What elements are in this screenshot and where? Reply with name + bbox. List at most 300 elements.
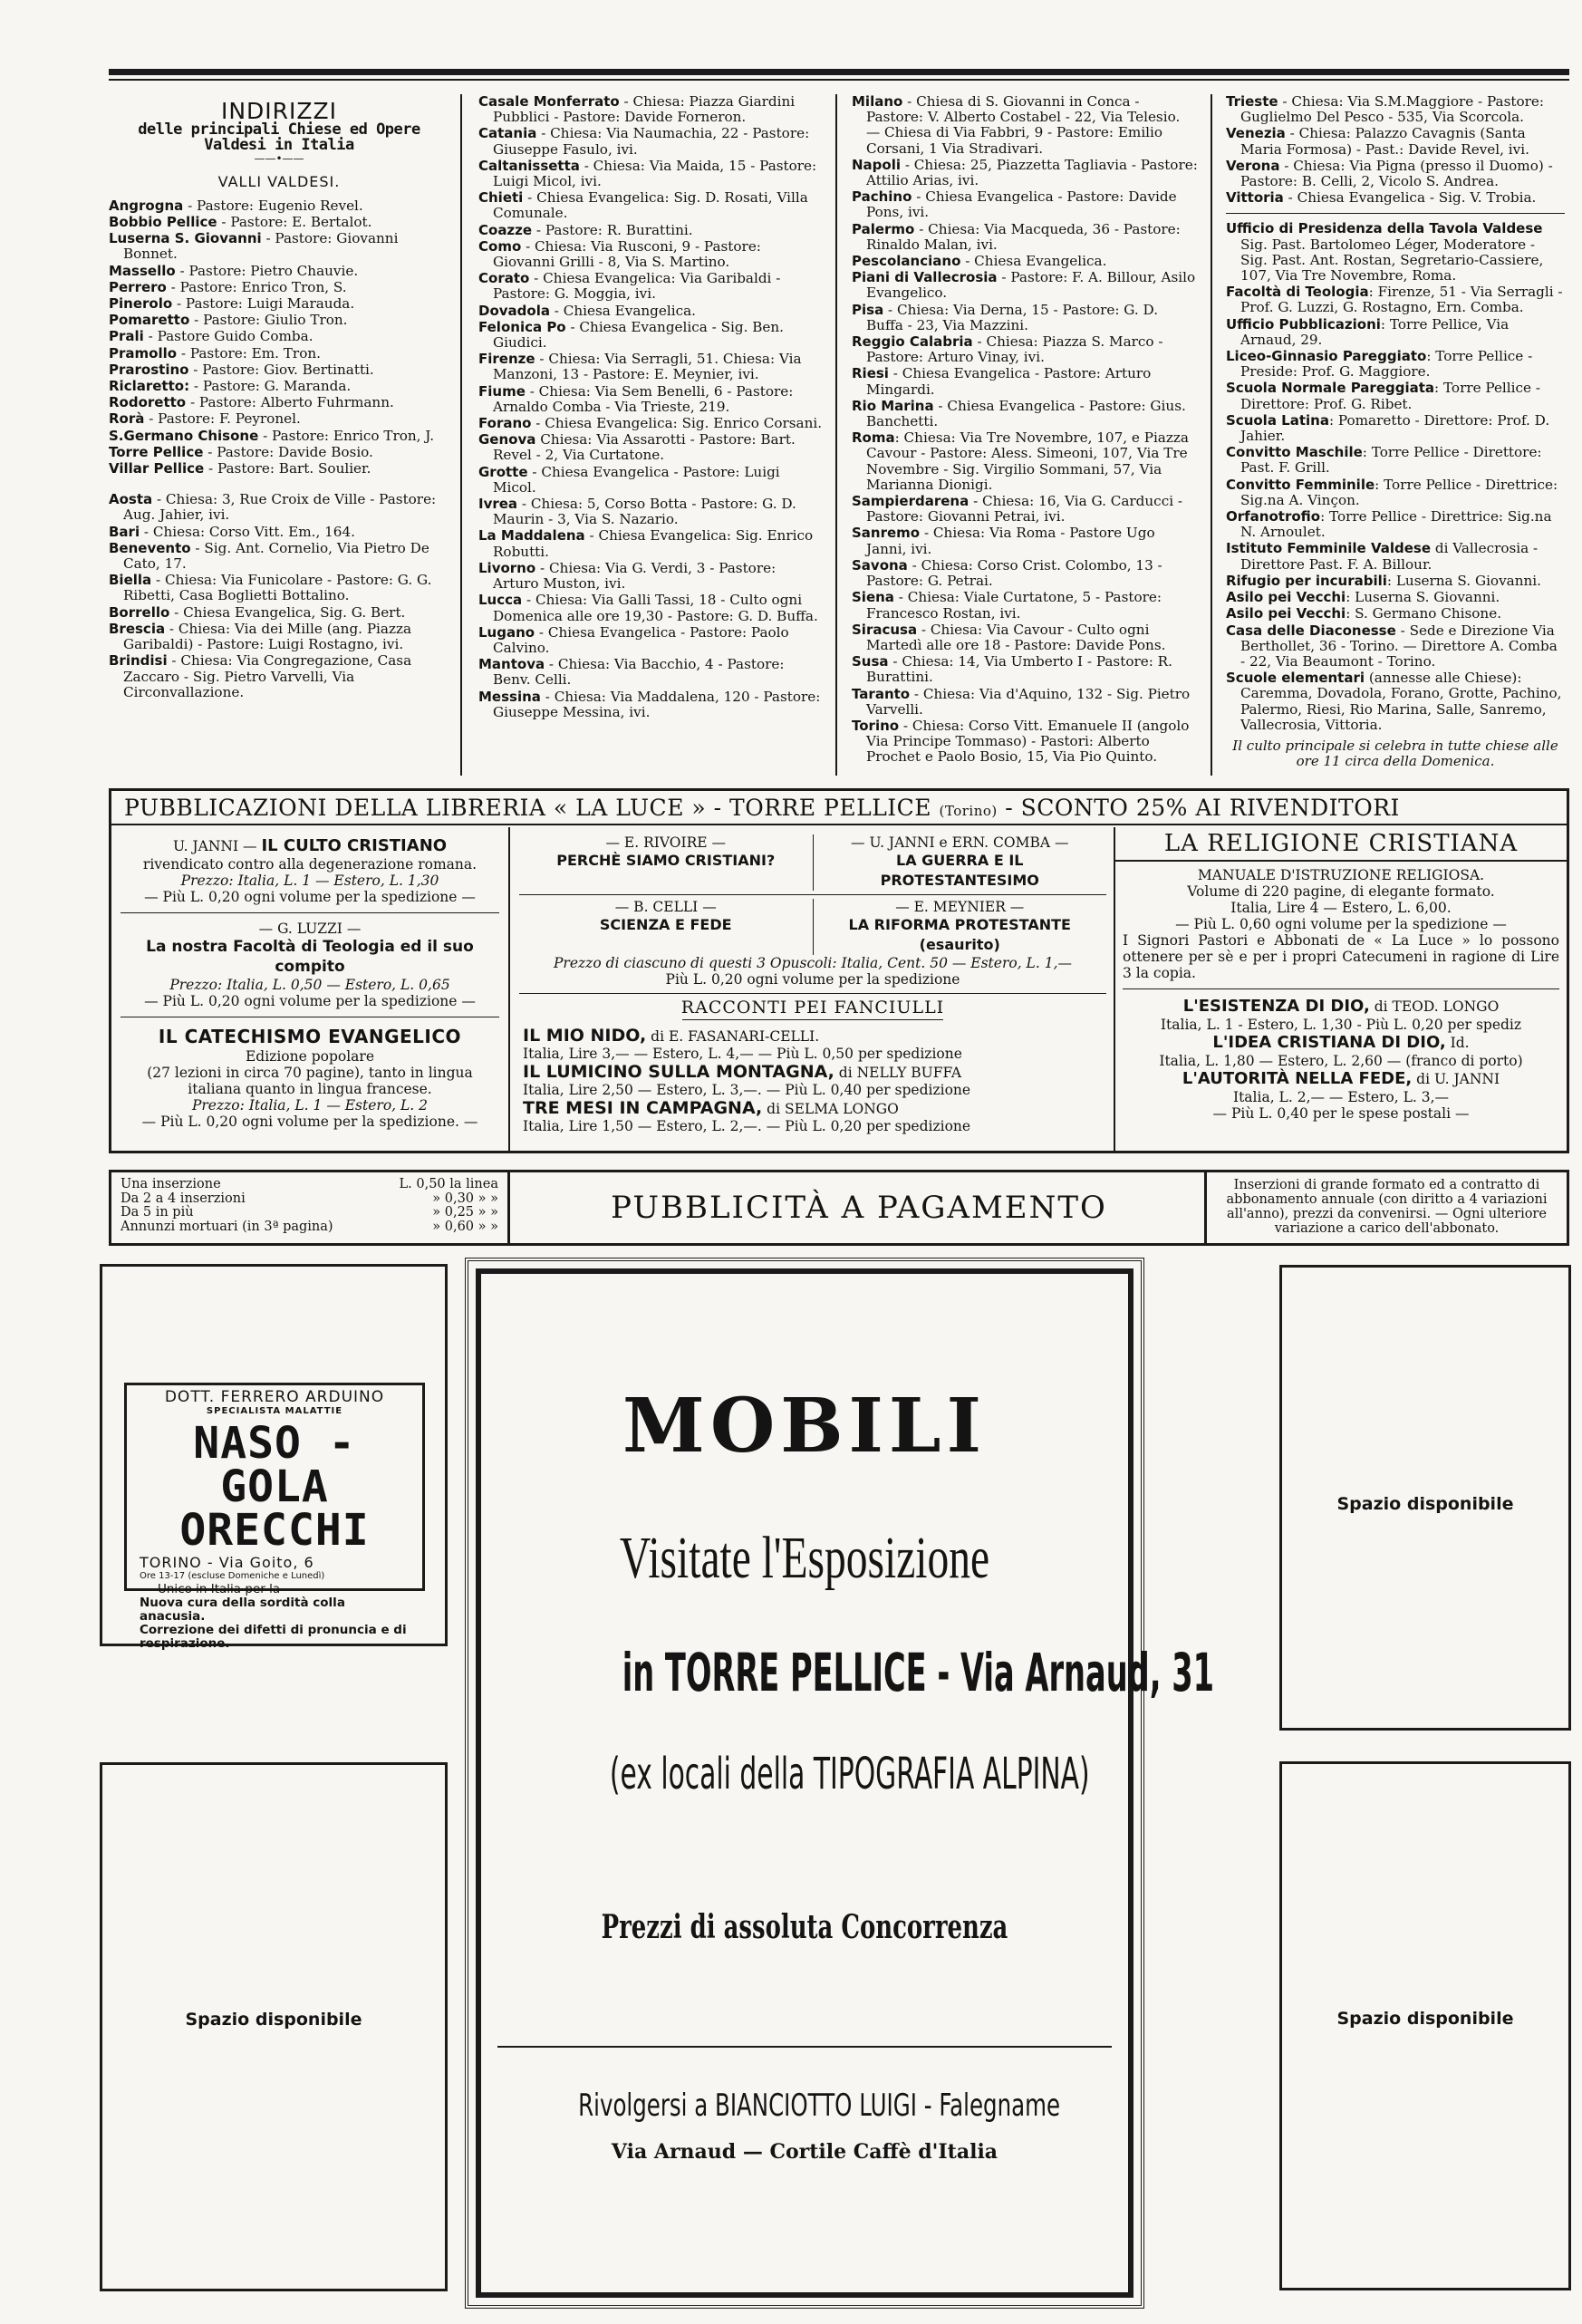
directory-entry — [109, 605, 449, 621]
opuscolo — [519, 834, 813, 891]
entry-text: - Chiesa Evangelica - Pastore: Arturo Mingardi. — [866, 365, 1152, 398]
entry-text: : Firenze, 51 - Via Serragli - Prof. G. Luzzi, G. Rostagno, Ern. Comba. — [1240, 284, 1563, 316]
directory-separator: ——•—— — [254, 151, 304, 165]
ferrero-cure: Nuova cura della sordità colla anacusia. — [140, 1596, 345, 1624]
cities-list-d — [1226, 94, 1565, 206]
opuscolo-author: — U. JANNI e ERN. COMBA — — [851, 834, 1069, 851]
entry-text: - Chiesa: Via Serragli, 51. Chiesa: Via Manzoni, 13 - Pastore: E. Meynier, ivi. — [493, 351, 802, 383]
directory-entry — [852, 189, 1198, 220]
entry-place: Forano — [478, 415, 532, 432]
opuscolo-title: LA RIFORMA PROTESTANTE (esaurito) — [848, 916, 1071, 953]
entry-text: - Chiesa Evangelica: Via Garibaldi - Pastore: G. Moggia, ivi. — [493, 270, 781, 303]
directory-entry — [852, 494, 1198, 525]
entry-text: - Pastore: Alberto Fuhrmann. — [186, 394, 394, 411]
entry-place: Orfanotrofio — [1226, 508, 1321, 526]
spazio-right-bottom — [1279, 1761, 1571, 2290]
pubblicita-note: Inserzioni di grande formato ed a contratto di abbonamento annuale (con diritto a 4 variazioni all'anno), prezzi da convenirsi. — Ogni ulteriore variazione a carico dell'abbonato. — [1204, 1172, 1567, 1243]
directory-entry — [852, 430, 1198, 493]
book-item — [1123, 1069, 1559, 1105]
book-title: TRE MESI IN CAMPAGNA, — [523, 1098, 763, 1118]
directory-subtitle: delle principali Chiese ed Opere Valdesi in Italia — [138, 121, 420, 155]
directory-entry — [109, 280, 449, 295]
book-title: IL MIO NIDO, — [523, 1026, 647, 1046]
directory-entry — [852, 558, 1198, 589]
opuscolo — [519, 899, 813, 955]
entry-text: - Pastore: Giulio Tron. — [189, 312, 348, 329]
entry-text: - Chiesa: Via Sem Benelli, 6 - Pastore: Arnaldo Comba - Via Trieste, 219. — [493, 382, 794, 415]
book-item — [1123, 1033, 1559, 1069]
mobili-location: in TORRE PELLICE - Via Arnaud, 31 — [622, 1642, 1215, 1703]
opuscoli-ship: Più L. 0,20 ogni volume per la spedizione — [665, 971, 960, 988]
book-author: Id. — [1445, 1035, 1470, 1051]
rate-value: » 0,60 » » — [432, 1219, 498, 1234]
directory-entry — [1226, 509, 1565, 540]
entry-text: - Pastore: Em. Tron. — [177, 344, 321, 362]
opuscolo-title: LA GUERRA E IL PROTESTANTESIMO — [880, 852, 1039, 889]
entry-place: Luserna S. Giovanni — [109, 230, 262, 247]
directory-entry — [852, 399, 1198, 429]
directory-entry — [478, 465, 825, 496]
rate-value: » 0,30 » » — [432, 1191, 498, 1206]
directory-title: INDIRIZZI — [220, 98, 338, 124]
rate-label: Da 5 in più — [121, 1205, 194, 1220]
directory-entry — [1226, 126, 1565, 157]
entry-text: - Pastore: Luigi Marauda. — [172, 295, 355, 313]
entry-place: Pramollo — [109, 344, 178, 362]
entry-text: - Sede e Direzione Via Berthollet, 36 - Torino. — Direttore A. Comba - 22, Via Beaumont - Torino. — [1240, 622, 1558, 670]
libreria-header-discount: - SCONTO 25% AI RIVENDITORI — [1005, 795, 1400, 821]
entry-place: Venezia — [1226, 125, 1286, 142]
entry-text: : S. Germano Chisone. — [1346, 605, 1502, 622]
culto-title: IL CULTO CRISTIANO — [261, 836, 448, 855]
entry-text: - Chiesa Evangelica - Pastore: Gius. Banchetti. — [866, 397, 1186, 430]
rate-row — [121, 1206, 498, 1220]
book-author: di NELLY BUFFA — [834, 1065, 962, 1081]
entry-place: Pachino — [852, 188, 912, 206]
spazio-right-bottom-text: Spazio disponibile — [1336, 2009, 1514, 2029]
entry-place: Prali — [109, 328, 144, 345]
entry-place: Milano — [852, 94, 903, 110]
directory-entry — [852, 334, 1198, 365]
entry-place: Verona — [1226, 157, 1280, 174]
ferrero-unique: Unico in Italia per la — [158, 1582, 281, 1596]
ferrero-line2: ORECCHI — [179, 1505, 370, 1556]
religione-desc: Volume di 220 pagine, di elegante formato. — [1187, 883, 1495, 900]
entry-text: di Vallecrosia - Direttore Past. F. A. Billour. — [1240, 540, 1539, 573]
entry-text: - Chiesa: Via Roma - Pastore Ugo Janni, ivi. — [866, 525, 1155, 557]
entry-place: Liceo-Ginnasio Pareggiato — [1226, 348, 1427, 365]
entry-text: - Pastore: Davide Bosio. — [203, 443, 373, 460]
entry-place: Napoli — [852, 156, 902, 173]
catechismo-sub: Edizione popolare — [245, 1048, 375, 1065]
religione-sub: MANUALE D'ISTRUZIONE RELIGIOSA. — [1197, 867, 1485, 883]
entry-place: Siracusa — [852, 621, 918, 638]
book-item — [523, 1062, 1106, 1098]
entry-place: Convitto Femminile — [1226, 476, 1375, 493]
directory-entry — [478, 352, 825, 382]
entry-place: Brescia — [109, 620, 166, 637]
catechismo-desc: (27 lezioni in circa 70 pagine), tanto in lingua italiana quanto in lingua francese. — [147, 1065, 473, 1097]
mobili-prices: Prezzi di assoluta Concorrenza — [601, 1908, 1008, 1946]
directory-column-3 — [844, 94, 1205, 776]
entry-place: Savona — [852, 556, 908, 574]
entry-place: Lucca — [478, 592, 523, 609]
book-author: di U. JANNI — [1412, 1071, 1500, 1087]
entry-text: - Pastore: Giov. Bertinatti. — [188, 361, 374, 378]
opuscoli-row-1 — [519, 834, 1106, 891]
directory-entry — [852, 222, 1198, 253]
entry-text: - Chiesa: Via S.M.Maggiore - Pastore: Guglielmo Del Pesco - 535, Via Scorcola. — [1240, 94, 1544, 126]
entry-place: Riclaretto: — [109, 378, 190, 395]
entry-place: Reggio Calabria — [852, 333, 973, 351]
entry-place: Genova — [478, 431, 536, 448]
luzzi-title: La nostra Facoltà di Teologia ed il suo compito — [146, 938, 474, 976]
directory-entry — [1226, 159, 1565, 189]
directory-entry — [109, 525, 449, 540]
libreria-column-right — [1114, 827, 1567, 1151]
book-author: di E. FASANARI-CELLI. — [646, 1028, 820, 1045]
directory-entry — [109, 379, 449, 394]
longo-ship: — Più L. 0,40 per le spese postali — — [1212, 1105, 1470, 1122]
entry-text: - Chiesa: Via Derna, 15 - Pastore: G. D. Buffa - 23, Via Mazzini. — [866, 301, 1159, 333]
book-price: Italia, Lire 1,50 — Estero, L. 2,—. — Più L. 0,20 per spedizione — [523, 1118, 971, 1134]
directory-entry — [478, 304, 825, 319]
cities-list-c — [852, 94, 1198, 766]
entry-place: Sanremo — [852, 525, 921, 542]
ferrero-doctor: DOTT. FERRERO ARDUINO — [164, 1388, 385, 1406]
directory-entry — [852, 158, 1198, 188]
entry-text: - Pastore: Giovanni Bonnet. — [123, 230, 399, 263]
entry-text: - Chiesa: Via Galli Tassi, 18 - Culto ogni Domenica alle ore 19,30 - Pastore: G. D. Buffa. — [493, 592, 818, 624]
entry-place: Taranto — [852, 685, 911, 702]
directory-entry — [478, 223, 825, 238]
entry-text: - Chiesa Evangelica - Sig. V. Trobia. — [1283, 189, 1537, 207]
entry-text: : Pomaretto - Direttore: Prof. D. Jahier. — [1240, 411, 1550, 445]
entry-place: Asilo pei Vecchi — [1226, 605, 1346, 622]
directory-entry — [109, 395, 449, 410]
entry-text: - Chiesa Evangelica. — [549, 302, 696, 319]
works-list — [1226, 221, 1565, 733]
ferrero-specialty: SPECIALISTA MALATTIE — [206, 1406, 343, 1416]
directory-entry — [109, 264, 449, 279]
libreria-header-text: PUBBLICAZIONI DELLA LIBRERIA « LA LUCE » - TORRE PELLICE — [124, 795, 932, 821]
directory-entry — [109, 492, 449, 523]
entry-place: Firenze — [478, 351, 535, 368]
entry-place: Massello — [109, 262, 176, 279]
catechismo-price: Prezzo: Italia, L. 1 — Estero, L. 2 — [191, 1097, 429, 1114]
entry-text: - Chiesa Evangelica: Sig. Enrico Robutti. — [493, 527, 814, 560]
entry-text: - Pastore: Bart. Soulier. — [204, 460, 371, 477]
entry-text: - Pastore: F. A. Billour, Asilo Evangelico. — [866, 269, 1196, 302]
culto-price: Prezzo: Italia, L. 1 — Estero, L. 1,30 — [180, 873, 439, 889]
pubblicita-rates — [111, 1172, 510, 1243]
culto-ship: — Più L. 0,20 ogni volume per la spedizione — — [144, 889, 476, 905]
rate-label: Annunzi mortuari (in 3ª pagina) — [121, 1219, 333, 1234]
directory-entry — [478, 625, 825, 656]
book-item — [1123, 997, 1559, 1033]
book-title: L'IDEA CRISTIANA DI DIO, — [1212, 1033, 1446, 1052]
entry-text: - Chiesa: Piazza S. Marco - Pastore: Arturo Vinay, ivi. — [866, 333, 1163, 366]
racconti-list — [519, 1026, 1106, 1134]
entry-place: Piani di Vallecrosia — [852, 269, 998, 286]
entry-place: Susa — [852, 653, 889, 670]
directory-entry — [1226, 190, 1565, 206]
entry-text: - Chiesa: 14, Via Umberto I - Pastore: R. Burattini. — [866, 653, 1172, 686]
entry-text: - Pastore: E. Bertalot. — [217, 214, 372, 231]
entry-place: Casale Monferrato — [478, 94, 620, 110]
ferrero-correction: Correzione dei difetti di pronuncia e di respirazione. — [140, 1623, 407, 1651]
libreria-column-center — [512, 827, 1114, 1151]
mobili-address: Via Arnaud — Cortile Caffè d'Italia — [611, 2140, 998, 2164]
entry-text: Chiesa: Via Assarotti - Pastore: Bart. Revel - 2, Via Curtatone. — [493, 431, 796, 464]
opuscolo-title: SCIENZA E FEDE — [599, 916, 732, 933]
racconti-title: RACCONTI PEI FANCIULLI — [680, 998, 945, 1017]
directory-entry — [852, 654, 1198, 685]
book-price: Italia, L. 2,— — Estero, L. 3,— — [1232, 1089, 1450, 1105]
longo-list — [1123, 997, 1559, 1105]
entry-place: Dovadola — [478, 302, 550, 319]
directory-entry — [109, 653, 449, 700]
libreria-column-left — [111, 827, 510, 1151]
entry-text: - Chiesa: Piazza Giardini Pubblici - Pastore: Davide Forneron. — [493, 94, 796, 126]
book-price: Italia, Lire 3,— — Estero, L. 4,— — Più L. 0,50 per spedizione — [523, 1046, 962, 1062]
directory-entry — [109, 622, 449, 652]
entry-text: - Pastore Guido Comba. — [143, 328, 314, 345]
entry-text: - Chiesa Evangelica - Pastore: Paolo Calvino. — [493, 623, 789, 656]
entry-text: - Chiesa di S. Giovanni in Conca - Pastore: V. Alberto Costabel - 22, Via Telesio. — Chiesa di Via Fabbri, 9 - Pastore: Emilio Corsani, 1 Via Stradivari. — [866, 94, 1181, 157]
entry-text: - Chiesa: Via Congregazione, Casa Zaccaro - Sig. Pietro Varvelli, Via Circonvallazione. — [123, 652, 412, 700]
entry-place: Ivrea — [478, 496, 518, 513]
entry-text: : Torre Pellice - Preside: Prof. G. Maggiore. — [1240, 348, 1533, 381]
column-rule — [460, 94, 462, 776]
directory-entry — [478, 384, 825, 415]
entry-place: Ufficio Pubblicazioni — [1226, 315, 1381, 333]
spazio-left-text: Spazio disponibile — [185, 2010, 362, 2030]
directory-entry — [109, 215, 449, 230]
religione-note: I Signori Pastori e Abbonati de « La Luce » lo possono ottenere per sè e per i propri Catecumeni in ragione di Lire 3 la copia. — [1123, 932, 1559, 981]
directory-entry — [478, 239, 825, 270]
entry-place: Sampierdarena — [852, 493, 969, 510]
entry-place: Torino — [852, 717, 900, 734]
entry-place: Messina — [478, 688, 541, 705]
directory-entry — [478, 159, 825, 189]
directory-entry — [109, 362, 449, 378]
entry-place: Catania — [478, 125, 537, 142]
rate-value: » 0,25 » » — [432, 1205, 498, 1220]
directory-entry — [109, 231, 449, 262]
directory-entry — [1226, 284, 1565, 315]
entry-text: - Chiesa: 25, Piazzetta Tagliavia - Pastore: Attilio Arias, ivi. — [866, 156, 1198, 189]
ad-ferrero — [124, 1383, 425, 1651]
entry-text: - Chiesa: Via Pigna (presso il Duomo) - Pastore: B. Celli, 2, Vicolo S. Andrea. — [1240, 157, 1553, 190]
libreria-header — [111, 791, 1567, 825]
directory-entry — [478, 126, 825, 157]
mobili-visit: Visitate l'Esposizione — [619, 1525, 990, 1591]
rate-row — [121, 1192, 498, 1207]
pubblicita-title: PUBBLICITÀ A PAGAMENTO — [611, 1190, 1107, 1226]
directory-entry — [852, 270, 1198, 301]
spazio-right-top-text: Spazio disponibile — [1336, 1494, 1514, 1514]
directory-column-1 — [109, 94, 457, 776]
entry-place: Casa delle Diaconesse — [1226, 622, 1396, 639]
culto-note: Il culto principale si celebra in tutte chiese alle ore 11 circa della Domenica. — [1232, 737, 1558, 769]
entry-place: Biella — [109, 572, 152, 589]
book-item — [523, 1098, 1106, 1134]
entry-text: - Pastore: Enrico Tron, S. — [166, 278, 347, 295]
pubblicita-box — [109, 1170, 1569, 1246]
directory-entry — [109, 346, 449, 362]
rate-row — [121, 1220, 498, 1235]
book-price: Italia, L. 1,80 — Estero, L. 2,60 — (franco di porto) — [1159, 1053, 1523, 1069]
entry-text: - Pastore: R. Burattini. — [532, 221, 693, 238]
directory-entry — [852, 687, 1198, 718]
spazio-left — [100, 1762, 448, 2291]
entry-place: Convitto Maschile — [1226, 444, 1363, 461]
entry-text: - Chiesa: Via Naumachia, 22 - Pastore: Giuseppe Fasulo, ivi. — [493, 125, 810, 158]
entry-text: - Chiesa: Palazzo Cavagnis (Santa Maria Formosa) - Past.: Davide Revel, ivi. — [1240, 125, 1529, 158]
directory-entry — [852, 718, 1198, 766]
entry-text: : Luserna S. Giovanni. — [1346, 589, 1500, 606]
ferrero-address: TORINO - Via Goito, 6 — [140, 1554, 314, 1571]
entry-place: Lugano — [478, 623, 535, 641]
entry-text: - Chiesa Evangelica: Sig. D. Rosati, Villa Comunale. — [493, 189, 808, 222]
entry-place: Rorà — [109, 410, 145, 428]
entry-text: - Chiesa: Via dei Mille (ang. Piazza Garibaldi) - Pastore: Luigi Rostagno, ivi. — [123, 620, 412, 653]
book-price: Italia, Lire 2,50 — Estero, L. 3,—. — Più L. 0,40 per spedizione — [523, 1082, 971, 1098]
entry-place: Villar Pellice — [109, 460, 205, 477]
directory-entry — [1226, 541, 1565, 572]
opuscolo-author: — B. CELLI — — [614, 899, 717, 915]
entry-place: Facoltà di Teologia — [1226, 284, 1369, 301]
entry-place: Benevento — [109, 539, 191, 556]
directory-entry — [109, 296, 449, 312]
entry-place: Perrero — [109, 278, 167, 295]
entry-place: Scuola Normale Pareggiata — [1226, 380, 1435, 397]
directory-entry — [478, 94, 825, 125]
entry-text: - Chiesa: Corso Vitt. Emanuele II (angolo Via Principe Tommaso) - Pastori: Alberto Prochet e Paolo Bosio, 15, Via Pio Quinto. — [866, 717, 1190, 766]
entry-text: : Chiesa: Via Tre Novembre, 107, e Piazza Cavour - Pastore: Aless. Simeoni, 107, Via Tre Novembre - Sig. Virgilio Sommani, 57, Via Marianna Dionigi. — [866, 429, 1189, 493]
entry-place: Siena — [852, 589, 894, 606]
cities-list-b — [478, 94, 825, 720]
directory-entry — [852, 526, 1198, 556]
entry-text: : Luserna S. Giovanni. — [1386, 572, 1541, 589]
directory-column-4 — [1219, 94, 1565, 776]
entry-text: - Chiesa: Via Macqueda, 36 - Pastore: Rinaldo Malan, ivi. — [866, 220, 1181, 253]
entry-text: - Chiesa: Corso Crist. Colombo, 13 - Pastore: G. Petrai. — [866, 556, 1162, 590]
entry-text: - Chiesa: Viale Curtatone, 5 - Pastore: Francesco Rostan, ivi. — [866, 589, 1162, 622]
libreria-box — [109, 788, 1569, 1153]
column-rule — [835, 94, 837, 776]
entry-place: Istituto Femminile Valdese — [1226, 540, 1432, 557]
book-title: L'ESISTENZA DI DIO, — [1182, 997, 1370, 1016]
religione-ship: — Più L. 0,60 ogni volume per la spedizione — — [1175, 916, 1507, 932]
directory-entry — [852, 94, 1198, 157]
luzzi-author: — G. LUZZI — — [258, 921, 362, 937]
directory-entry — [1226, 574, 1565, 589]
mobili-title: MOBILI — [622, 1383, 987, 1470]
book-title: IL LUMICINO SULLA MONTAGNA, — [523, 1062, 834, 1082]
entry-place: Fiume — [478, 382, 526, 400]
directory-entry — [478, 416, 825, 431]
ferrero-line1: NASO - GOLA — [193, 1418, 356, 1512]
entry-text: - Pastore: Enrico Tron, J. — [258, 427, 435, 444]
directory-entry — [478, 432, 825, 463]
culto-sub: rivendicato contro alla degenerazione romana. — [142, 856, 477, 873]
directory-entry — [478, 497, 825, 527]
entry-place: Ufficio di Presidenza della Tavola Valdese — [1226, 220, 1543, 237]
luzzi-ship: — Più L. 0,20 ogni volume per la spedizione — — [144, 993, 476, 1009]
entry-place: Pomaretto — [109, 312, 190, 329]
entry-text: - Pastore: F. Peyronel. — [144, 410, 301, 428]
entry-place: Pisa — [852, 301, 884, 318]
entry-text: : Torre Pellice - Direttrice: Sig.na A. Vinçon. — [1240, 476, 1558, 508]
directory-entry — [109, 313, 449, 328]
entry-text: - Chiesa: Via Cavour - Culto ogni Martedì alle ore 18 - Pastore: Davide Pons. — [866, 621, 1166, 653]
ferrero-hours: Ore 13-17 (escluse Domeniche e Lunedì) — [140, 1571, 325, 1581]
catechismo-ship: — Più L. 0,20 ogni volume per la spedizione. — — [141, 1114, 478, 1130]
entry-text: : Torre Pellice, Via Arnaud, 29. — [1240, 315, 1510, 348]
catechismo-title: IL CATECHISMO EVANGELICO — [158, 1026, 462, 1047]
rate-label: Da 2 a 4 inserzioni — [121, 1191, 246, 1206]
entry-place: Trieste — [1226, 94, 1278, 110]
directory-entry — [478, 561, 825, 592]
entry-text: - Chiesa: 5, Corso Botta - Pastore: G. D. Maurin - 3, Via S. Nazario. — [493, 496, 796, 528]
entry-place: S.Germano Chisone — [109, 427, 259, 444]
entry-place: Pescolanciano — [852, 253, 961, 270]
directory-column-2 — [471, 94, 832, 776]
entry-text: - Chiesa Evangelica - Sig. Ben. Giudici. — [493, 318, 785, 352]
entry-text: - Chiesa Evangelica - Pastore: Davide Pons, ivi. — [866, 188, 1177, 221]
ad-ferrero-frame — [100, 1264, 448, 1651]
directory-entry — [478, 190, 825, 221]
rate-label: Una inserzione — [121, 1177, 221, 1191]
entry-place: Como — [478, 237, 522, 255]
entry-place: Vittoria — [1226, 189, 1284, 207]
entry-place: Angrogna — [109, 197, 184, 214]
entry-text: : Torre Pellice - Direttrice: Sig.na N. Arnoulet. — [1240, 508, 1552, 541]
directory-entry — [109, 541, 449, 572]
entry-place: Asilo pei Vecchi — [1226, 589, 1346, 606]
entry-place: Rodoretto — [109, 394, 187, 411]
entry-text: - Chiesa Evangelica. — [960, 253, 1107, 270]
entry-text: - Pastore: G. Maranda. — [189, 378, 352, 395]
entry-place: Chieti — [478, 189, 524, 207]
entry-place: Rio Marina — [852, 397, 934, 414]
religione-title: LA RELIGIONE CRISTIANA — [1115, 827, 1567, 862]
directory-entry — [478, 528, 825, 559]
entry-place: Torre Pellice — [109, 443, 204, 460]
directory-entry — [1226, 590, 1565, 605]
valli-heading: VALLI VALDESI. — [217, 172, 341, 190]
book-item — [523, 1026, 1106, 1062]
entry-text: - Chiesa: 16, Via G. Carducci - Pastore: Giovanni Petrai, ivi. — [866, 493, 1183, 526]
opuscolo-author: — E. RIVOIRE — — [605, 834, 727, 851]
entry-place: Palermo — [852, 220, 915, 237]
opuscoli-price: Prezzo di ciascuno di questi 3 Opuscoli: Italia, Cent. 50 — Estero, L. 1,— — [553, 955, 1072, 971]
luzzi-price: Prezzo: Italia, L. 0,50 — Estero, L. 0,65 — [169, 977, 450, 993]
ad-mobili — [465, 1258, 1215, 2309]
entry-text: - Chiesa: Via G. Verdi, 3 - Pastore: Arturo Muston, ivi. — [493, 559, 777, 593]
directory-entry — [109, 198, 449, 214]
culto-author: U. JANNI — — [172, 838, 257, 854]
directory-entry — [852, 254, 1198, 269]
entry-place: Prarostino — [109, 361, 189, 378]
entry-text: - Chiesa: 3, Rue Croix de Ville - Pastore: Aug. Jahier, ivi. — [123, 491, 437, 524]
entry-text: - Pastore: Pietro Chauvie. — [175, 262, 359, 279]
top-rule-thin — [109, 79, 1569, 81]
entry-text: : Torre Pellice - Direttore: Prof. G. Ribet. — [1240, 380, 1540, 412]
directory-entry — [109, 329, 449, 344]
